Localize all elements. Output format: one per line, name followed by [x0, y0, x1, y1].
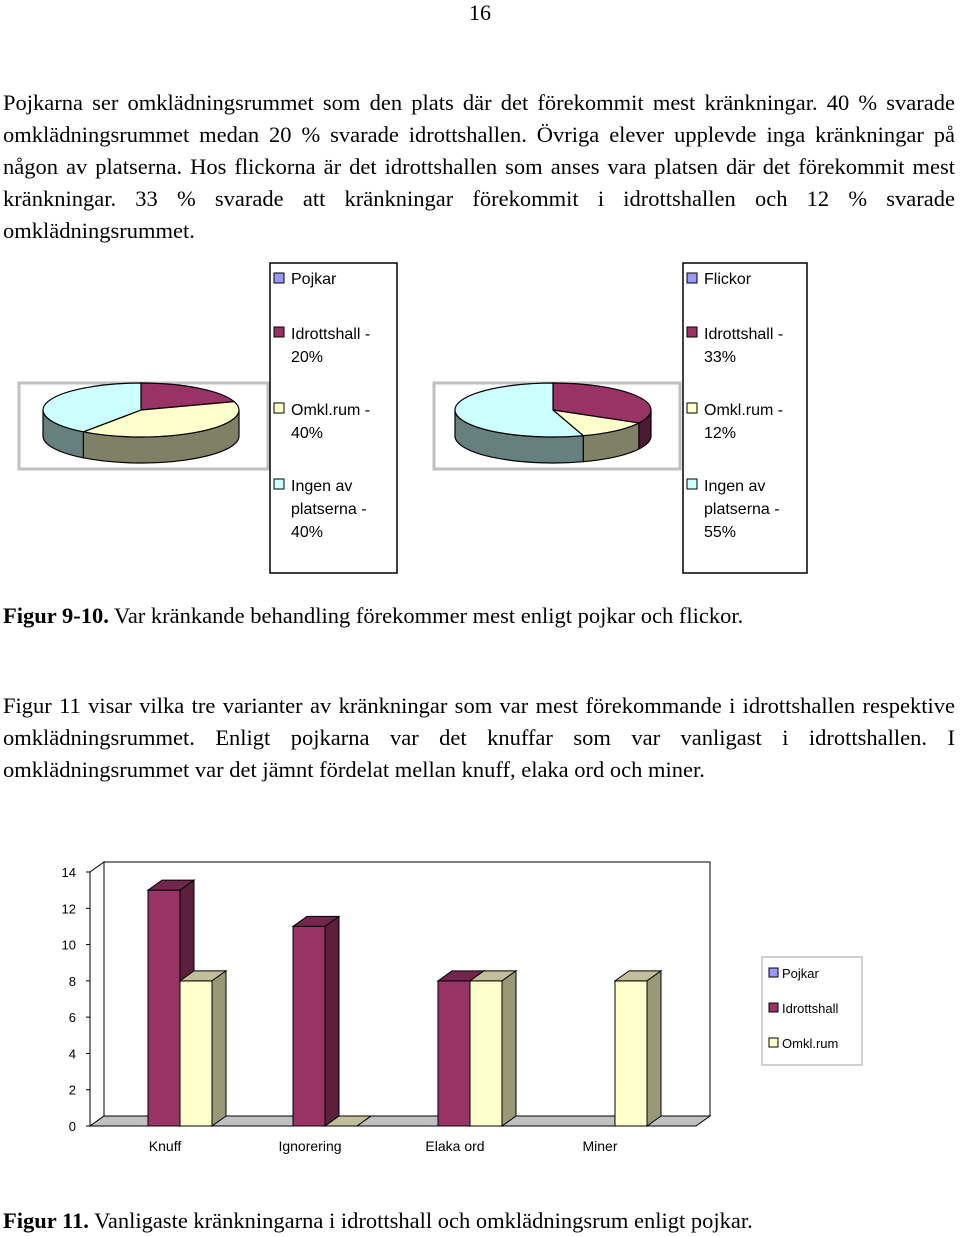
pie-flickor-legend-label: platserna -	[704, 501, 780, 518]
pie-flickor-legend-label: Ingen av	[704, 478, 766, 495]
caption-label: Figur 9-10.	[3, 603, 109, 628]
pie-pojkar-legend-label: Omkl.rum -	[291, 402, 371, 419]
y-tick-label: 14	[61, 865, 76, 880]
pie-pojkar-legend-label: 20%	[291, 349, 324, 366]
pie-pojkar-chart	[19, 263, 397, 573]
pie-flickor-legend-swatch	[687, 403, 697, 413]
pie-pojkar-legend-swatch	[274, 327, 284, 337]
bar-side	[647, 971, 661, 1126]
y-tick-label: 6	[68, 1010, 76, 1026]
page-number: 16	[469, 0, 491, 25]
pie-flickor-chart	[434, 263, 807, 573]
pie-flickor-legend-label: 12%	[704, 425, 737, 442]
caption-text: Vanligaste kränkningarna i idrottshall och omklädningsrum enligt pojkar.	[88, 1208, 753, 1233]
bar-omkl-rum	[180, 981, 212, 1126]
bar-legend-swatch	[769, 1038, 778, 1047]
pie-flickor-legend-swatch	[687, 327, 697, 337]
pie-flickor-legend-label: 55%	[704, 524, 737, 541]
bar-legend-label: Omkl.rum	[782, 1036, 839, 1051]
y-tick-label: 12	[61, 901, 76, 917]
bar-side	[325, 916, 339, 1126]
pie-pojkar-legend	[270, 263, 397, 573]
y-tick-label: 0	[68, 1119, 76, 1134]
bar-idrottshall	[148, 890, 180, 1126]
pie-flickor-legend-label: Omkl.rum -	[704, 402, 784, 419]
y-tick-label: 8	[68, 973, 76, 989]
pie-flickor-legend-title: Flickor	[704, 271, 752, 288]
pie-pojkar-legend-title-swatch	[274, 273, 284, 283]
pie-pojkar-legend-label: 40%	[291, 425, 324, 442]
pie-pojkar-legend-label: Idrottshall -	[291, 326, 371, 343]
bar-idrottshall	[293, 926, 325, 1126]
y-tick-label: 4	[68, 1046, 76, 1062]
pie-pojkar-legend-swatch	[274, 479, 284, 489]
pie-pojkar-legend-label: 40%	[291, 524, 324, 541]
pie-flickor-legend	[683, 263, 807, 573]
bar-legend-label: Idrottshall	[782, 1001, 839, 1016]
pie-flickor-legend-label: 33%	[704, 349, 737, 366]
bar-legend-swatch	[769, 1003, 778, 1012]
x-tick-label: Miner	[582, 1138, 618, 1154]
x-tick-label: Elaka ord	[425, 1138, 485, 1154]
caption-label: Figur 11.	[3, 1208, 89, 1233]
bar-chart	[62, 862, 862, 1154]
pie-pojkar-legend-label: Ingen av	[291, 478, 353, 495]
x-tick-label: Ignorering	[278, 1138, 342, 1154]
bar-chart-side-wall	[90, 862, 104, 1126]
pie-pojkar-legend-title: Pojkar	[291, 271, 337, 288]
pie-flickor-legend-title-swatch	[687, 273, 697, 283]
pie-pojkar-legend-label: platserna -	[291, 501, 367, 518]
y-tick-label: 10	[61, 937, 76, 953]
bar-legend-swatch	[769, 968, 778, 977]
caption-text: Var kränkande behandling förekommer mest enligt pojkar och flickor.	[108, 603, 744, 628]
bar-omkl-rum	[470, 981, 502, 1126]
pie-flickor-legend-label: Idrottshall -	[704, 326, 784, 343]
bar-legend-label: Pojkar	[782, 966, 819, 981]
paragraph-1: Pojkarna ser omklädningsrummet som den plats där det förekommit mest kränkningar. 40 % svarade omklädningsrummet medan 20 % svarade idrottshallen. Övriga elever upplevde inga kränkningar på någon av platserna. Hos flickorna är det idrottshallen som anses vara platsen där det förekommit mest kränkningar. 33 % svarade att kränkningar förekommit i idrottshallen och 12 % svarade omklädningsrummet.	[3, 90, 955, 243]
bar-side	[212, 971, 226, 1126]
paragraph-2: Figur 11 visar vilka tre varianter av kränkningar som var mest förekommande i idrottshallen respektive omklädningsrummet. Enligt pojkarna var det knuffar som var vanligast i idrottshallen. I omklädningsrummet var det jämnt fördelat mellan knuff, elaka ord och miner.	[3, 693, 955, 782]
bar-omkl-rum	[615, 981, 647, 1126]
y-tick-label: 2	[68, 1082, 76, 1098]
x-tick-label: Knuff	[148, 1138, 182, 1154]
bar-side	[502, 971, 516, 1126]
pie-pojkar-legend-swatch	[274, 403, 284, 413]
pie-flickor-legend-swatch	[687, 479, 697, 489]
bar-idrottshall	[438, 981, 470, 1126]
bar-chart-legend	[762, 957, 862, 1065]
